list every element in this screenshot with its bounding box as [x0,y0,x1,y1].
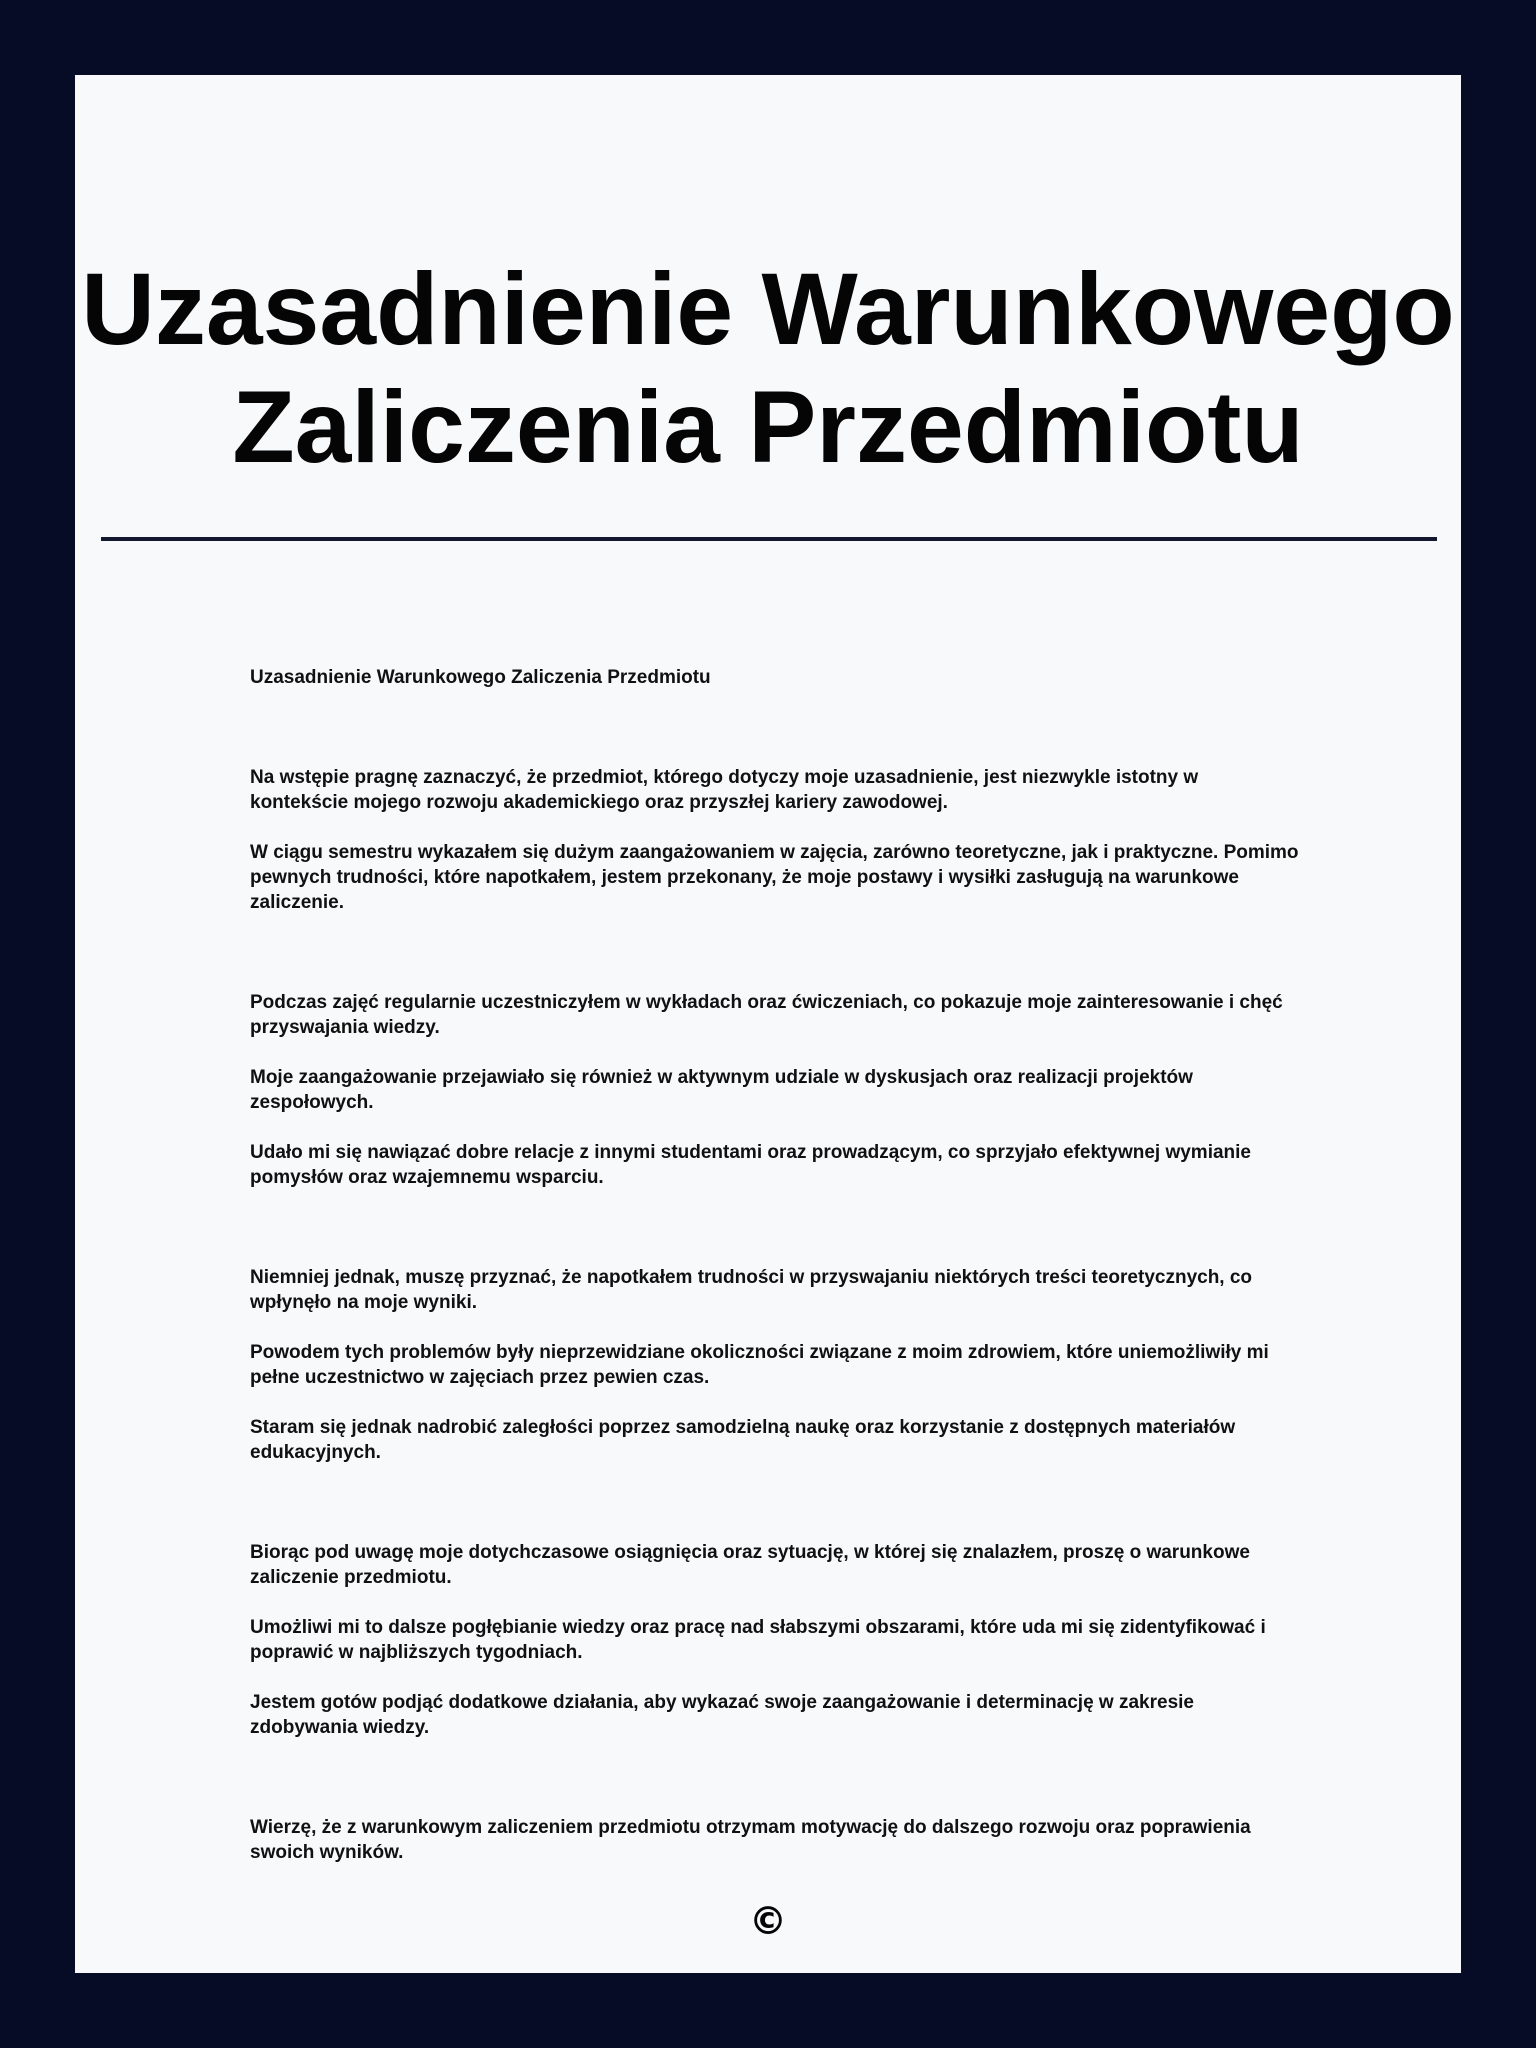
section-difficulties [250,1265,1300,1465]
paragraph: Udało mi się nawiązać dobre relacje z innymi studentami oraz prowadzącym, co sprzyjało efektywnej wymianie pomysłów oraz wzajemnemu wsparciu. [250,1142,1251,1188]
document-heading: Uzasadnienie Warunkowego Zaliczenia Przedmiotu [250,667,711,688]
document-page [75,75,1461,1973]
title-divider [101,537,1437,541]
page-title: Uzasadnienie Warunkowego Zaliczenia Przedmiotu [81,252,1455,484]
paragraph: Podczas zajęć regularnie uczestniczyłem w wykładach oraz ćwiczeniach, co pokazuje moje zainteresowanie i chęć przyswajania wiedzy. [250,992,1283,1038]
paragraph: Wierzę, że z warunkowym zaliczeniem przedmiotu otrzymam motywację do dalszego rozwoju oraz poprawienia swoich wyników. [250,1817,1251,1863]
paragraph: Umożliwi mi to dalsze pogłębianie wiedzy oraz pracę nad słabszymi obszarami, które uda mi się zidentyfikować i poprawić w najbliższych tygodniach. [250,1617,1266,1663]
paragraph: Powodem tych problemów były nieprzewidziane okoliczności związane z moim zdrowiem, które uniemożliwiły mi pełne uczestnictwo w zajęciach przez pewien czas. [250,1342,1269,1388]
paragraph: W ciągu semestru wykazałem się dużym zaangażowaniem w zajęcia, zarówno teoretyczne, jak i praktyczne. Pomimo pewnych trudności, które napotkałem, jestem przekonany, że moje postawy i wysiłki zasługują na warunkowe zaliczenie. [250,842,1299,913]
section-request [250,1540,1300,1740]
paragraph: Staram się jednak nadrobić zaległości poprzez samodzielną naukę oraz korzystanie z dostępnych materiałów edukacyjnych. [250,1417,1236,1463]
paragraph: Jestem gotów podjąć dodatkowe działania, aby wykazać swoje zaangażowanie i determinację w zakresie zdobywania wiedzy. [250,1692,1194,1738]
section-engagement [250,990,1300,1190]
paragraph: Na wstępie pragnę zaznaczyć, że przedmiot, którego dotyczy moje uzasadnienie, jest niezwykle istotny w kontekście mojego rozwoju akademickiego oraz przyszłej kariery zawodowej. [250,767,1199,813]
document-body [250,665,1300,1865]
section-conclusion [250,1815,1300,1865]
copyright-icon: © [749,1899,787,1943]
paragraph: Niemniej jednak, muszę przyznać, że napotkałem trudności w przyswajaniu niektórych treści teoretycznych, co wpłynęło na moje wyniki. [250,1267,1253,1313]
paragraph: Moje zaangażowanie przejawiało się również w aktywnym udziale w dyskusjach oraz realizacji projektów zespołowych. [250,1067,1193,1113]
paragraph: Biorąc pod uwagę moje dotychczasowe osiągnięcia oraz sytuację, w której się znalazłem, proszę o warunkowe zaliczenie przedmiotu. [250,1542,1250,1588]
section-introduction [250,765,1300,915]
